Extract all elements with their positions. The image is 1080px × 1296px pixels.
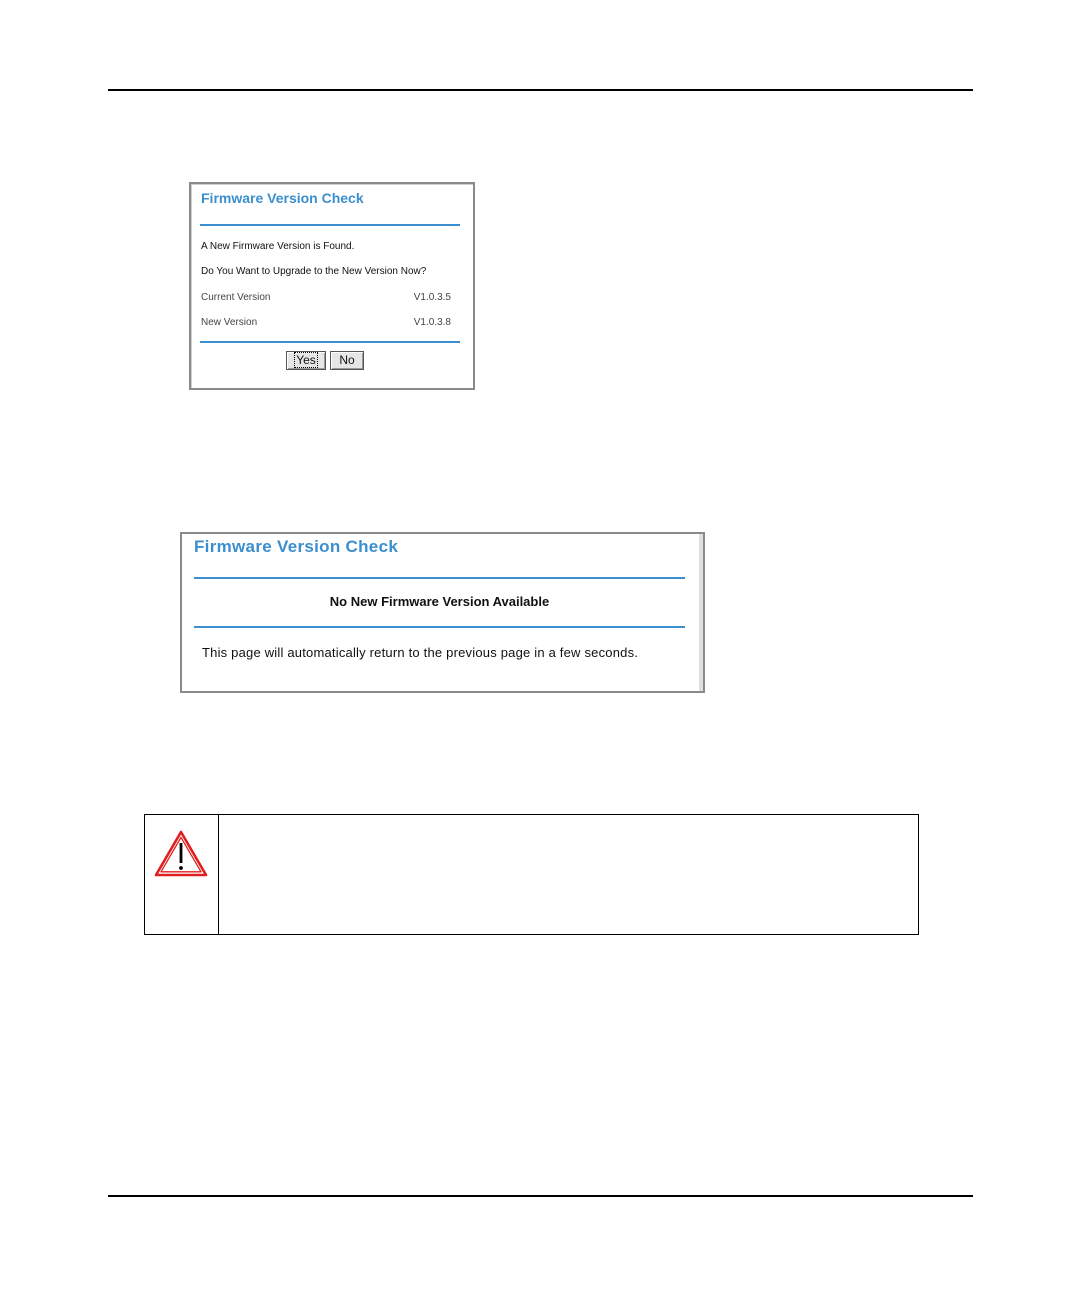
current-version-value: V1.0.3.5 <box>413 292 451 303</box>
current-version-label: Current Version <box>201 292 271 303</box>
title-divider <box>200 224 460 226</box>
footer-rule <box>108 1195 973 1197</box>
dialog-title: Firmware Version Check <box>201 190 364 206</box>
yes-button-label: Yes <box>296 353 316 367</box>
found-message: A New Firmware Version is Found. <box>201 241 355 252</box>
no-button[interactable]: No <box>330 351 364 370</box>
header-rule <box>108 89 973 91</box>
warning-divider <box>218 815 219 934</box>
warning-box <box>144 814 919 935</box>
firmware-check-dialog <box>189 182 475 390</box>
dialog-title: Firmware Version Check <box>194 537 399 556</box>
scrollbar[interactable] <box>699 534 703 691</box>
new-version-label: New Version <box>201 317 258 328</box>
yes-button[interactable] <box>286 351 326 370</box>
new-version-value: V1.0.3.8 <box>413 317 451 328</box>
upgrade-question: Do You Want to Upgrade to the New Version Now? <box>201 266 427 277</box>
title-divider <box>194 577 685 579</box>
status-message: No New Firmware Version Available <box>329 594 550 609</box>
warning-triangle-icon <box>153 829 209 879</box>
auto-return-note: This page will automatically return to the previous page in a few seconds. <box>202 645 639 660</box>
button-divider <box>200 341 460 343</box>
no-firmware-dialog <box>180 532 705 693</box>
message-divider <box>194 626 685 628</box>
